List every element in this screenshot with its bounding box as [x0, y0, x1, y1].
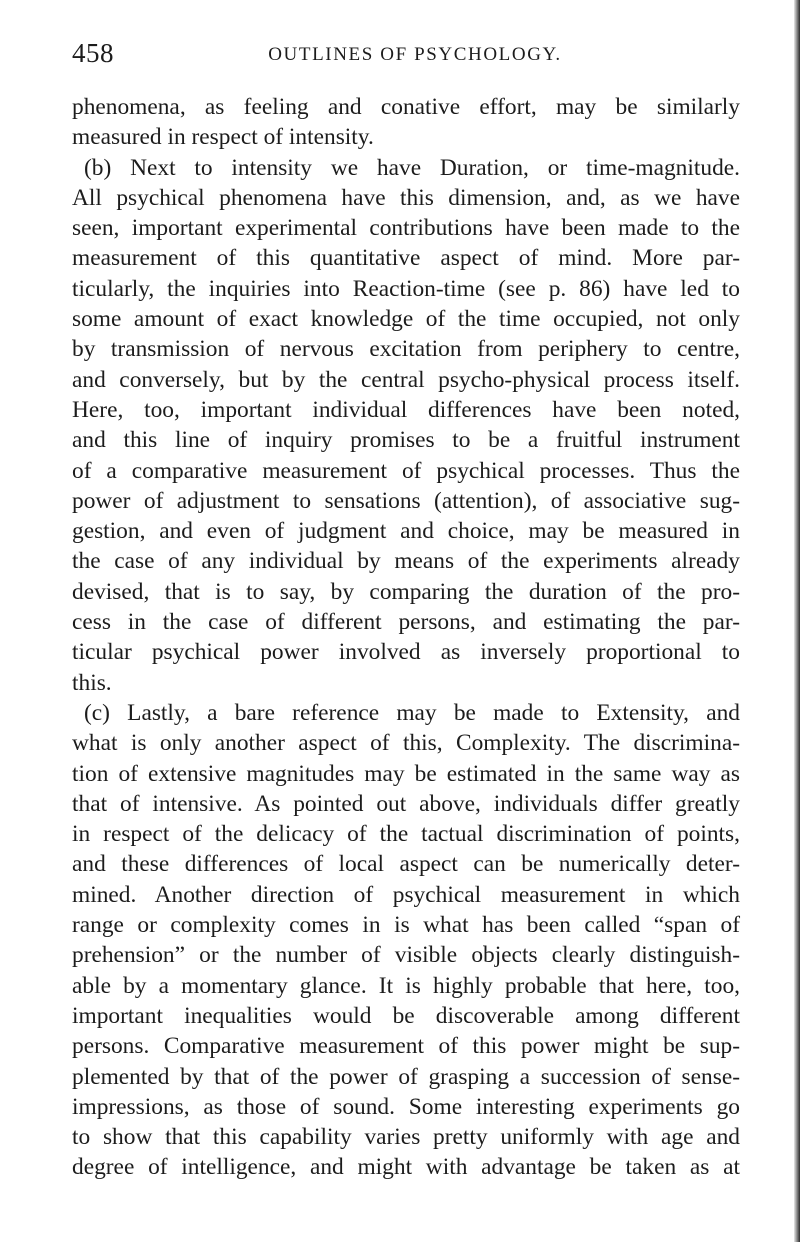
text-line: measurement of this quantitative aspect of mind. More par-: [72, 245, 740, 272]
body-text: [72, 92, 740, 1183]
text-line: seen, important experimental contributions have been made to the: [72, 215, 740, 242]
page-number: 458: [72, 38, 114, 68]
text-line: some amount of exact knowledge of the time occupied, not only: [72, 306, 740, 333]
text-line: devised, that is to say, by comparing the duration of the pro-: [72, 578, 740, 605]
text-line: this.: [72, 669, 112, 696]
running-head: OUTLINES OF PSYCHOLOGY.: [268, 44, 562, 65]
text-line: cess in the case of different persons, and estimating the par-: [72, 609, 740, 636]
text-line: to show that this capability varies pretty uniformly with age and: [72, 1124, 740, 1151]
text-line: important inequalities would be discoverable among different: [72, 1002, 740, 1029]
text-line: ticular psychical power involved as inversely proportional to: [72, 639, 740, 666]
text-line: (c) Lastly, a bare reference may be made to Extensity, and: [84, 699, 740, 726]
text-line: tion of extensive magnitudes may be estimated in the same way as: [72, 760, 740, 787]
text-line: prehension” or the number of visible objects clearly distinguish-: [72, 942, 740, 969]
text-line: plemented by that of the power of grasping a succession of sense-: [72, 1063, 740, 1090]
page-header: [72, 38, 758, 78]
text-line: mined. Another direction of psychical measurement in which: [72, 881, 740, 908]
text-line: and this line of inquiry promises to be a fruitful instrument: [72, 427, 740, 454]
text-line: in respect of the delicacy of the tactual discrimination of points,: [72, 821, 740, 848]
text-line: ticularly, the inquiries into Reaction-time (see p. 86) have led to: [72, 275, 740, 302]
text-line: degree of intelligence, and might with advantage be taken as at: [72, 1154, 740, 1181]
text-line: range or complexity comes in is what has been called “span of: [72, 912, 740, 939]
text-line: power of adjustment to sensations (attention), of associative sug-: [72, 487, 740, 514]
text-line: (b) Next to intensity we have Duration, or time-magnitude.: [84, 154, 740, 181]
text-line: All psychical phenomena have this dimension, and, as we have: [72, 184, 740, 211]
text-line: and conversely, but by the central psycho-physical process itself.: [72, 366, 740, 393]
text-line: able by a momentary glance. It is highly probable that here, too,: [72, 972, 740, 999]
text-line: persons. Comparative measurement of this power might be sup-: [72, 1033, 740, 1060]
text-line: by transmission of nervous excitation from periphery to centre,: [72, 336, 740, 363]
text-line: impressions, as those of sound. Some interesting experiments go: [72, 1093, 740, 1120]
page-edge-shadow: [794, 0, 800, 1242]
text-line: that of intensive. As pointed out above, individuals differ greatly: [72, 790, 740, 817]
text-line: the case of any individual by means of the experiments already: [72, 548, 740, 575]
text-line: measured in respect of intensity.: [72, 124, 374, 151]
text-line: what is only another aspect of this, Complexity. The discrimina-: [72, 730, 740, 757]
text-line: of a comparative measurement of psychical processes. Thus the: [72, 457, 740, 484]
text-line: gestion, and even of judgment and choice, may be measured in: [72, 518, 740, 545]
text-line: phenomena, as feeling and conative effort, may be similarly: [72, 94, 740, 120]
text-line: and these differences of local aspect can be numerically deter-: [72, 851, 740, 878]
text-line: Here, too, important individual differences have been noted,: [72, 396, 740, 423]
